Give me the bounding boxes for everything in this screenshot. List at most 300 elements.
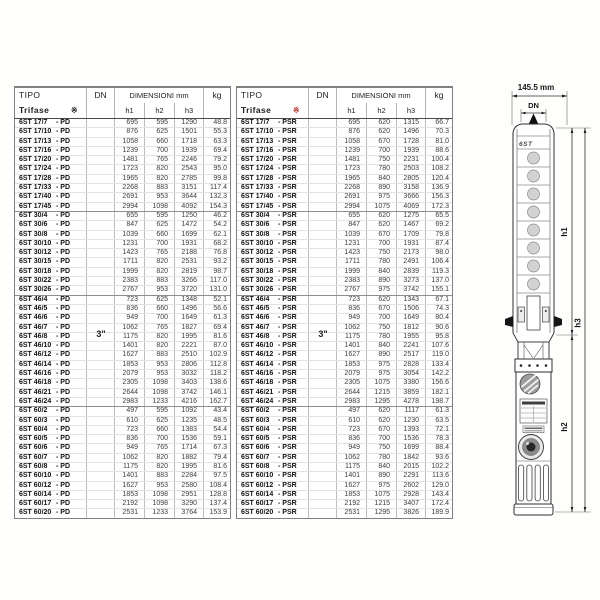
h2-cell: 1098 [145,389,175,397]
model-code: 6ST 60/3 [241,416,270,424]
table-row [237,164,452,173]
dn-cell [309,221,337,229]
h3-cell: 3054 [397,370,426,378]
h3-cell: 1315 [397,119,426,127]
dn-cell [87,407,115,415]
model-code: 6ST 60/14 [241,490,274,498]
dn-cell [87,156,115,164]
model-code: 6ST 17/7 [241,119,270,126]
h2-cell: 1233 [145,509,175,517]
model-cell [237,426,309,434]
side-tab [505,316,513,327]
dn-cell [309,240,337,248]
sublabel-text-bar [525,428,543,430]
h3-cell: 3764 [175,509,204,517]
h1-cell: 949 [115,314,145,322]
h1-cell: 1853 [115,361,145,369]
h2-cell: 1215 [367,389,397,397]
model-suffix: - PD [56,342,70,350]
kg-cell: 69.2 [435,221,449,229]
header-spacer [309,103,337,118]
model-cell [15,333,87,341]
model-suffix: - PD [56,314,70,322]
table-row [237,471,452,480]
model-suffix: - PD [56,370,70,378]
kg-cell: 120.4 [431,174,449,182]
h1-cell: 723 [337,296,367,304]
h1-cell: 655 [115,212,145,220]
table-row [237,137,452,146]
dn-cell [309,277,337,285]
col-header-kg: kg [434,90,444,100]
model-code: 6ST 30/4 [241,211,270,219]
model-cell [15,203,87,211]
col-header-h3: h3 [397,103,426,118]
header-spacer [204,103,230,118]
model-suffix: - PSR [278,407,297,415]
model-cell [237,240,309,248]
model-cell [15,147,87,155]
model-cell [237,212,309,220]
model-cell [15,240,87,248]
h2-cell: 975 [367,286,397,294]
h1-cell: 723 [337,426,367,434]
model-suffix: - PD [56,397,70,405]
model-suffix: - PD [56,128,70,136]
model-cell [15,324,87,332]
model-suffix: - PSR [278,425,297,433]
col-header-h2: h2 [367,103,397,118]
model-suffix: - PD [56,388,70,396]
model-cell [237,147,309,155]
dn-cell [87,500,115,508]
h1-cell: 2644 [337,389,367,397]
h2-cell: 700 [145,314,175,322]
h2-cell: 820 [145,268,175,276]
h1-cell: 1711 [337,258,367,266]
model-code: 6ST 17/28 [19,174,52,182]
model-code: 6ST 30/8 [241,230,270,238]
h1-cell: 2644 [115,389,145,397]
model-suffix: - PD [56,435,70,443]
model-code: 6ST 60/4 [241,425,270,433]
model-cell [15,184,87,192]
h3-cell: 1714 [175,444,204,452]
model-suffix: - PD [56,444,70,452]
dn-cell [309,268,337,276]
model-cell [15,407,87,415]
model-cell [15,175,87,183]
h1-cell: 1058 [337,138,367,146]
kg-cell: 48.5 [213,416,227,424]
model-code: 6ST 46/7 [241,323,270,331]
model-suffix: - PD [56,258,70,266]
h3-cell: 1812 [397,324,426,332]
model-code: 6ST 60/4 [19,425,48,433]
model-cell [15,119,87,127]
h2-cell: 953 [145,286,175,294]
table-row [237,369,452,378]
h1-cell: 2079 [337,370,367,378]
dimensions-table-pd [14,86,231,519]
model-suffix: - PSR [278,351,297,359]
h2-cell: 625 [145,296,175,304]
model-code: 6ST 30/22 [241,277,274,285]
h1-dimension-label: h1 [560,227,569,237]
model-cell [237,175,309,183]
kg-cell: 88.6 [435,146,449,154]
header-spacer [87,103,115,118]
model-code: 6ST 46/5 [241,304,270,312]
h1-cell: 1175 [115,333,145,341]
h2-cell: 975 [367,193,397,201]
dn-cell [309,184,337,192]
h2-cell: 890 [367,184,397,192]
model-code: 6ST 30/12 [19,249,52,257]
h2-cell: 953 [145,370,175,378]
dn-cell [87,482,115,490]
kg-cell: 63.5 [435,416,449,424]
h2-cell: 670 [367,231,397,239]
h1-cell: 2531 [337,509,367,517]
model-suffix: - PD [56,156,70,164]
model-code: 6ST 60/7 [241,453,270,461]
model-code: 6ST 60/14 [19,490,52,498]
h1-cell: 2192 [337,500,367,508]
base-cap [514,504,553,515]
kg-cell: 87.0 [213,342,227,350]
h2-cell: 700 [145,435,175,443]
model-code: 6ST 17/24 [19,165,52,173]
h3-cell: 2188 [175,249,204,257]
table-row [15,388,230,397]
model-suffix: - PD [56,453,70,461]
model-cell [15,165,87,173]
kg-cell: 67.1 [435,295,449,303]
model-cell [237,444,309,452]
model-suffix: - PD [56,184,70,192]
kg-cell: 146.1 [209,388,227,396]
h1-cell: 2192 [115,500,145,508]
model-cell [237,491,309,499]
model-suffix: - PSR [278,379,297,387]
h2-cell: 1098 [145,379,175,387]
kg-cell: 112.8 [210,360,227,368]
dn-cell [309,509,337,517]
model-suffix: - PD [56,202,70,210]
model-code: 6ST 60/20 [19,509,52,517]
dimension-tables [14,86,453,519]
dn-cell [87,203,115,211]
kg-cell: 137.0 [431,277,449,285]
h3-cell: 2928 [397,491,426,499]
model-cell [15,342,87,350]
kg-cell: 62.1 [213,230,227,238]
kg-cell: 56.6 [213,304,227,312]
model-cell [15,296,87,304]
model-cell [15,268,87,276]
h1-cell: 836 [115,305,145,313]
col-header-trifase [237,103,309,118]
h2-cell: 820 [145,175,175,183]
h3-cell: 3666 [397,193,426,201]
dn-cell [309,370,337,378]
table-row [15,183,230,192]
h3-cell: 3742 [397,286,426,294]
model-cell [237,165,309,173]
dn-cell [309,389,337,397]
h3-cell: 1343 [397,296,426,304]
h1-cell: 1853 [337,491,367,499]
header-spacer [426,103,452,118]
table-row [237,397,452,406]
col-header-h2: h2 [145,103,175,118]
model-cell [237,361,309,369]
model-cell [237,324,309,332]
model-cell [237,193,309,201]
h3-cell: 3380 [397,379,426,387]
dn-cell [87,128,115,136]
model-code: 6ST 17/13 [241,137,274,145]
table-row [15,276,230,285]
table-row [237,332,452,341]
h3-cell: 3644 [175,193,204,201]
model-suffix: - PSR [278,128,297,136]
model-cell [15,314,87,322]
model-code: 6ST 17/45 [241,202,274,210]
model-suffix: - PD [56,230,70,238]
h2-cell: 953 [145,193,175,201]
h1-cell: 836 [337,305,367,313]
col-header-trifase [15,103,87,118]
model-code: 6ST 60/10 [19,472,52,480]
dn-cell [309,305,337,313]
model-code: 6ST 17/16 [241,146,274,154]
h2-cell: 780 [367,333,397,341]
table-row [15,137,230,146]
model-cell [15,444,87,452]
model-cell [15,221,87,229]
h2-cell: 750 [367,156,397,164]
kg-cell: 81.0 [435,137,449,145]
h2-cell: 700 [367,240,397,248]
model-suffix: - PSR [278,444,297,452]
model-cell [237,138,309,146]
model-code: 6ST 46/21 [241,388,274,396]
table-row [15,202,230,211]
kg-cell: 70.3 [435,128,449,136]
dn-cell [87,472,115,480]
col-header-h3: h3 [175,103,204,118]
model-suffix: - PSR [278,156,297,164]
model-code: 6ST 30/22 [19,277,52,285]
model-suffix: - PSR [278,453,297,461]
model-code: 6ST 60/17 [19,500,52,508]
model-cell [15,212,87,220]
motor-port-highlight [526,442,529,445]
pump-technical-drawing [468,75,600,540]
h3-cell: 1536 [175,435,204,443]
model-cell [237,231,309,239]
h2-cell: 670 [367,426,397,434]
dn-cell [309,249,337,257]
h1-cell: 2079 [115,370,145,378]
h2-cell: 883 [145,472,175,480]
h1-cell: 497 [115,407,145,415]
table-row [237,239,452,248]
model-suffix: - PD [56,174,70,182]
h3-cell: 4216 [175,398,204,406]
kg-cell: 98.7 [213,267,227,275]
model-cell [237,333,309,341]
model-code: 6ST 60/2 [241,407,270,415]
model-code: 6ST 17/16 [19,146,52,154]
model-suffix: - PD [56,146,70,154]
col-header-h1: h1 [337,103,367,118]
kg-cell: 65.5 [435,211,449,219]
model-code: 6ST 46/10 [241,342,274,350]
table-row [237,341,452,350]
table-row [15,481,230,490]
kg-cell: 117.0 [210,277,227,285]
h1-cell: 723 [115,296,145,304]
h2-cell: 625 [145,221,175,229]
model-cell [237,342,309,350]
h3-cell: 2543 [175,165,204,173]
h2-cell: 1098 [145,500,175,508]
kg-cell: 99.8 [213,174,227,182]
model-code: 6ST 46/8 [241,332,270,340]
pump-series-label: 6ST [519,141,533,148]
model-cell [15,249,87,257]
h1-cell: 949 [337,444,367,452]
kg-cell: 142.2 [431,370,449,378]
h3-cell: 1699 [175,231,204,239]
col-header-dn: DN [309,88,337,103]
model-code: 6ST 17/20 [241,156,274,164]
h2-cell: 765 [145,324,175,332]
h1-cell: 1175 [337,463,367,471]
dn-cell [87,351,115,359]
h3-cell: 3158 [397,184,426,192]
h1-cell: 610 [337,417,367,425]
model-suffix: - PSR [278,435,297,443]
model-suffix: - PSR [278,174,297,182]
model-suffix: - PSR [278,239,297,247]
model-code: 6ST 60/12 [241,481,274,489]
h3-cell: 2517 [397,351,426,359]
dn-cell [87,426,115,434]
col-header-tipo: TIPO [237,88,309,103]
h3-cell: 3273 [397,277,426,285]
h1-cell: 1401 [115,342,145,350]
kg-cell: 79.2 [213,156,227,164]
dn-cell [309,258,337,266]
dn-cell [309,286,337,294]
h3-cell: 1383 [175,426,204,434]
table-row [15,248,230,257]
dn-cell [309,193,337,201]
model-suffix: - PD [56,249,70,257]
h2-cell: 890 [367,472,397,480]
dn-cell [309,398,337,406]
model-suffix: - PSR [278,137,297,145]
h3-cell: 1536 [397,435,426,443]
table-row [237,127,452,136]
kg-cell: 162.7 [209,397,227,405]
header-row-2 [237,103,452,118]
model-cell [15,286,87,294]
reference-symbol: ※ [292,106,300,115]
h2-cell: 1075 [367,491,397,499]
h1-cell: 1999 [115,268,145,276]
model-cell [15,491,87,499]
kg-cell: 90.6 [435,323,449,331]
model-cell [15,193,87,201]
model-suffix: - PD [56,119,70,126]
model-suffix: - PD [56,472,70,480]
table-row [237,295,452,304]
h2-cell: 780 [367,258,397,266]
h1-cell: 1423 [115,249,145,257]
kg-cell: 102.2 [431,462,449,470]
h2-cell: 840 [367,342,397,350]
dn-cell [87,240,115,248]
h1-cell: 836 [115,435,145,443]
kg-cell: 198.7 [431,397,449,405]
kg-cell: 118.2 [210,370,227,378]
model-suffix: - PD [56,323,70,331]
model-cell [15,258,87,266]
kg-cell: 143.4 [431,490,449,498]
dn-cell [309,435,337,443]
kg-cell: 79.4 [213,453,227,461]
model-suffix: - PD [56,509,70,517]
h2-cell: 840 [367,268,397,276]
table-row [237,119,452,127]
model-suffix: - PD [56,277,70,285]
table-row [237,211,452,220]
dn-cell [87,231,115,239]
kg-cell: 156.6 [431,379,449,387]
h2-cell: 750 [367,444,397,452]
table-row [237,267,452,276]
model-cell [15,454,87,462]
kg-cell: 76.8 [213,249,227,257]
model-cell [15,398,87,406]
dn-cell [309,212,337,220]
model-code: 6ST 46/10 [19,342,52,350]
table-row [237,174,452,183]
model-cell [237,258,309,266]
kg-cell: 93.2 [213,258,227,266]
h3-cell: 2531 [175,258,204,266]
table-row [237,192,452,201]
table-body [15,119,230,518]
h3-cell: 1649 [175,314,204,322]
model-cell [237,379,309,387]
model-suffix: - PSR [278,119,297,126]
kg-cell: 43.4 [213,407,227,415]
h3-cell: 2284 [175,472,204,480]
table-row [237,155,452,164]
h3-cell: 1931 [397,240,426,248]
h1-cell: 1401 [337,342,367,350]
h3-cell: 2806 [175,361,204,369]
h2-cell: 883 [145,277,175,285]
table-row [237,462,452,471]
h3-cell: 1250 [175,212,204,220]
